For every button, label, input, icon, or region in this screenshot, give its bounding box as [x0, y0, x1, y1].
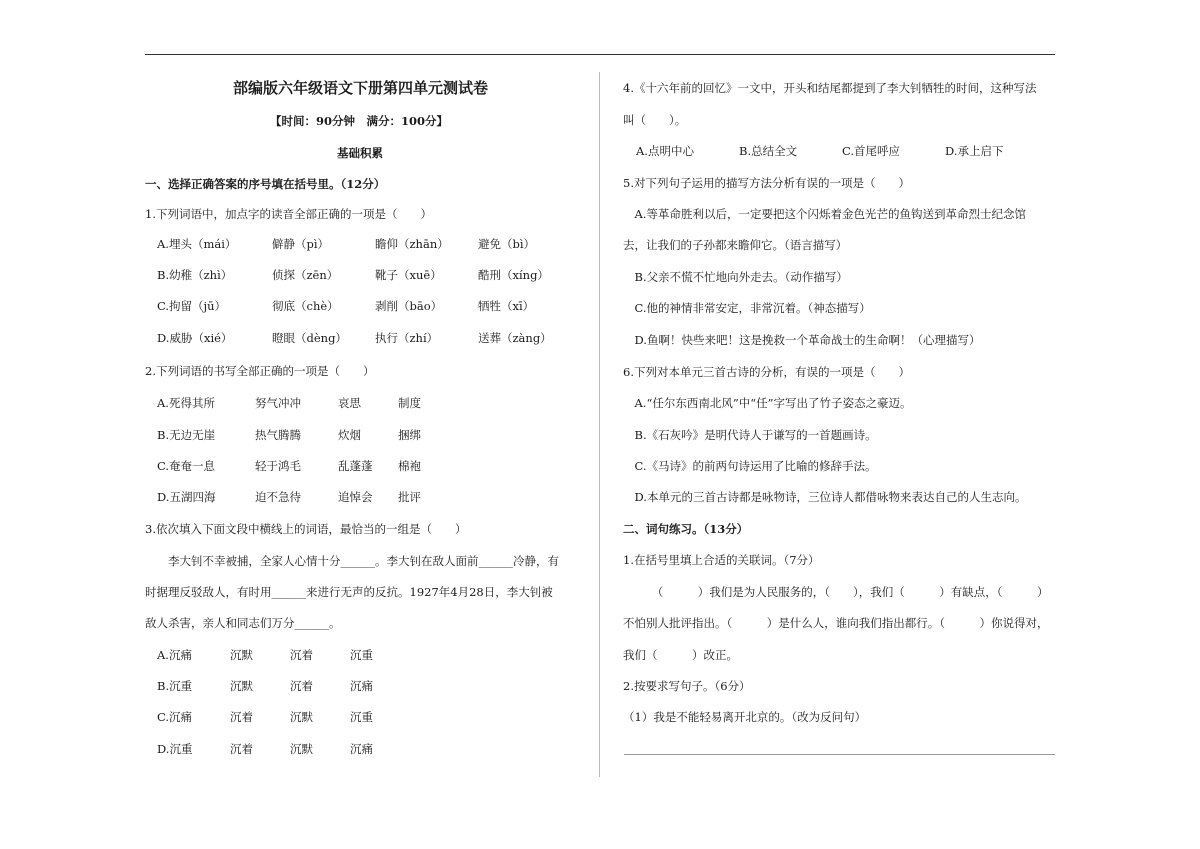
q3-option: 沉重: [350, 710, 373, 724]
q6-line: C.《马诗》的前两句诗运用了比喻的修辞手法。: [623, 459, 877, 473]
q1-option: 剥削（bāo）: [375, 299, 443, 313]
q1-option: 避免（bì）: [478, 237, 536, 251]
q3-option: 沉默: [230, 648, 253, 662]
q5-line: A.等革命胜利以后，一定要把这个闪烁着金色光芒的鱼钩送到革命烈士纪念馆: [623, 207, 1026, 221]
q1-option: B.幼稚（zhì）: [157, 268, 233, 282]
q3-option: 沉痛: [350, 679, 373, 693]
q3-option: D.沉重: [157, 742, 193, 756]
q3-passage-line: 时据理反驳敌人，有时用______来进行无声的反抗。1927年4月28日，李大钊被: [145, 585, 553, 599]
q3-stem: 3.依次填入下面文段中横线上的词语，最恰当的一组是（ ）: [145, 522, 467, 536]
q3-option: 沉着: [230, 742, 253, 756]
section-label: 基础积累: [337, 146, 383, 160]
q3-option: 沉默: [290, 710, 313, 724]
q3-option: C.沉痛: [157, 710, 193, 724]
q1-option: 执行（zhí）: [375, 331, 439, 345]
q2-option: C.奄奄一息: [157, 459, 216, 473]
q1-option: 牺牲（xī）: [478, 299, 535, 313]
q2-option: 制度: [398, 396, 421, 410]
time-info: 【时间：90分钟 满分：100分】: [270, 114, 449, 128]
q5-line: B.父亲不慌不忙地向外走去。（动作描写）: [623, 270, 848, 284]
q2-option: 乱蓬蓬: [338, 459, 373, 473]
p2q1-stem: 1.在括号里填上合适的关联词。（7分）: [623, 553, 820, 567]
q2-option: 努气冲冲: [255, 396, 301, 410]
q2-option: 炊烟: [338, 428, 361, 442]
q1-option: 瞪眼（dèng）: [272, 331, 347, 345]
q3-option: 沉痛: [350, 742, 373, 756]
q4-option: D.承上启下: [945, 144, 1004, 158]
q3-passage-line: 敌人杀害，亲人和同志们万分______。: [145, 616, 341, 630]
q2-option: 热气腾腾: [255, 428, 301, 442]
q2-option: D.五湖四海: [157, 490, 216, 504]
p2q2-stem: 2.按要求写句子。（6分）: [623, 679, 751, 693]
q4-option: B.总结全文: [739, 144, 798, 158]
q2-option: 批评: [398, 490, 421, 504]
q4-option: A.点明中心: [636, 144, 694, 158]
q1-option: 送葬（zàng）: [478, 331, 552, 345]
q3-option: 沉重: [350, 648, 373, 662]
q1-option: 侦探（zēn）: [272, 268, 339, 282]
p2q1-line: 我们（ ）改正。: [623, 648, 738, 662]
q5-line: D.鱼啊！快些来吧！这是挽救一个革命战士的生命啊！（心理描写）: [623, 333, 981, 347]
q5-line: 去，让我们的子孙都来瞻仰它。（语言描写）: [623, 238, 848, 252]
q2-option: 迫不急待: [255, 490, 301, 504]
q6-line: B.《石灰吟》是明代诗人于谦写的一首题画诗。: [623, 428, 877, 442]
q1-option: 彻底（chè）: [272, 299, 339, 313]
q1-option: 酷刑（xíng）: [478, 268, 549, 282]
q6-line: D.本单元的三首古诗都是咏物诗，三位诗人都借咏物来表达自己的人生志向。: [623, 490, 1027, 504]
q2-option: B.无边无崖: [157, 428, 216, 442]
q3-option: 沉着: [230, 710, 253, 724]
q3-option: 沉着: [290, 648, 313, 662]
q5-line: C.他的神情非常安定，非常沉着。（神态描写）: [623, 301, 871, 315]
q3-option: A.沉痛: [157, 648, 192, 662]
q1-option: 瞻仰（zhān）: [375, 237, 449, 251]
q1-option: D.威胁（xié）: [157, 331, 233, 345]
q1-stem: 1.下列词语中，加点字的读音全部正确的一项是（ ）: [145, 207, 432, 221]
p2q1-line: 不怕别人批评指出。（ ）是什么人，谁向我们指出都行。（ ）你说得对，: [623, 616, 1049, 630]
part2-heading: 二、词句练习。（13分）: [623, 522, 749, 536]
q3-option: 沉着: [290, 679, 313, 693]
q2-option: 轻于鸿毛: [255, 459, 301, 473]
q2-option: 捆绑: [398, 428, 421, 442]
p2q1-line: （ ）我们是为人民服务的，（ ），我们（ ）有缺点，（ ）: [623, 585, 1049, 599]
q2-option: A.死得其所: [157, 396, 215, 410]
q1-option: A.埋头（mái）: [157, 237, 237, 251]
part1-heading: 一、选择正确答案的序号填在括号里。（12分）: [145, 177, 386, 191]
q6-line: A.“任尔东西南北风”中“任”字写出了竹子姿态之豪迈。: [623, 396, 912, 410]
q4-stem: 叫（ ）。: [623, 113, 687, 127]
page-title: 部编版六年级语文下册第四单元测试卷: [233, 79, 489, 97]
q3-option: B.沉重: [157, 679, 193, 693]
q2-option: 棉袍: [398, 459, 421, 473]
column-divider: [599, 72, 600, 777]
q2-option: 追悼会: [338, 490, 373, 504]
q1-option: C.拘留（jū）: [157, 299, 227, 313]
top-rule: [145, 54, 1055, 55]
q1-option: 僻静（pì）: [272, 237, 330, 251]
q1-option: 靴子（xuē）: [375, 268, 442, 282]
q6-stem: 6.下列对本单元三首古诗的分析，有误的一项是（ ）: [623, 365, 910, 379]
q4-option: C.首尾呼应: [842, 144, 901, 158]
q3-option: 沉默: [230, 679, 253, 693]
answer-line: [624, 754, 1055, 755]
q4-stem: 4.《十六年前的回忆》一文中，开头和结尾都提到了李大钊牺牲的时间，这种写法: [623, 81, 1037, 95]
q5-stem: 5.对下列句子运用的描写方法分析有误的一项是（ ）: [623, 176, 910, 190]
q2-option: 哀思: [338, 396, 361, 410]
p2q2-sub1: （1）我是不能轻易离开北京的。（改为反问句）: [623, 710, 867, 724]
q3-passage-line: 李大钊不幸被捕，全家人心情十分______。李大钊在敌人面前______冷静，有: [145, 554, 559, 568]
q3-option: 沉默: [290, 742, 313, 756]
q2-stem: 2.下列词语的书写全部正确的一项是（ ）: [145, 364, 375, 378]
